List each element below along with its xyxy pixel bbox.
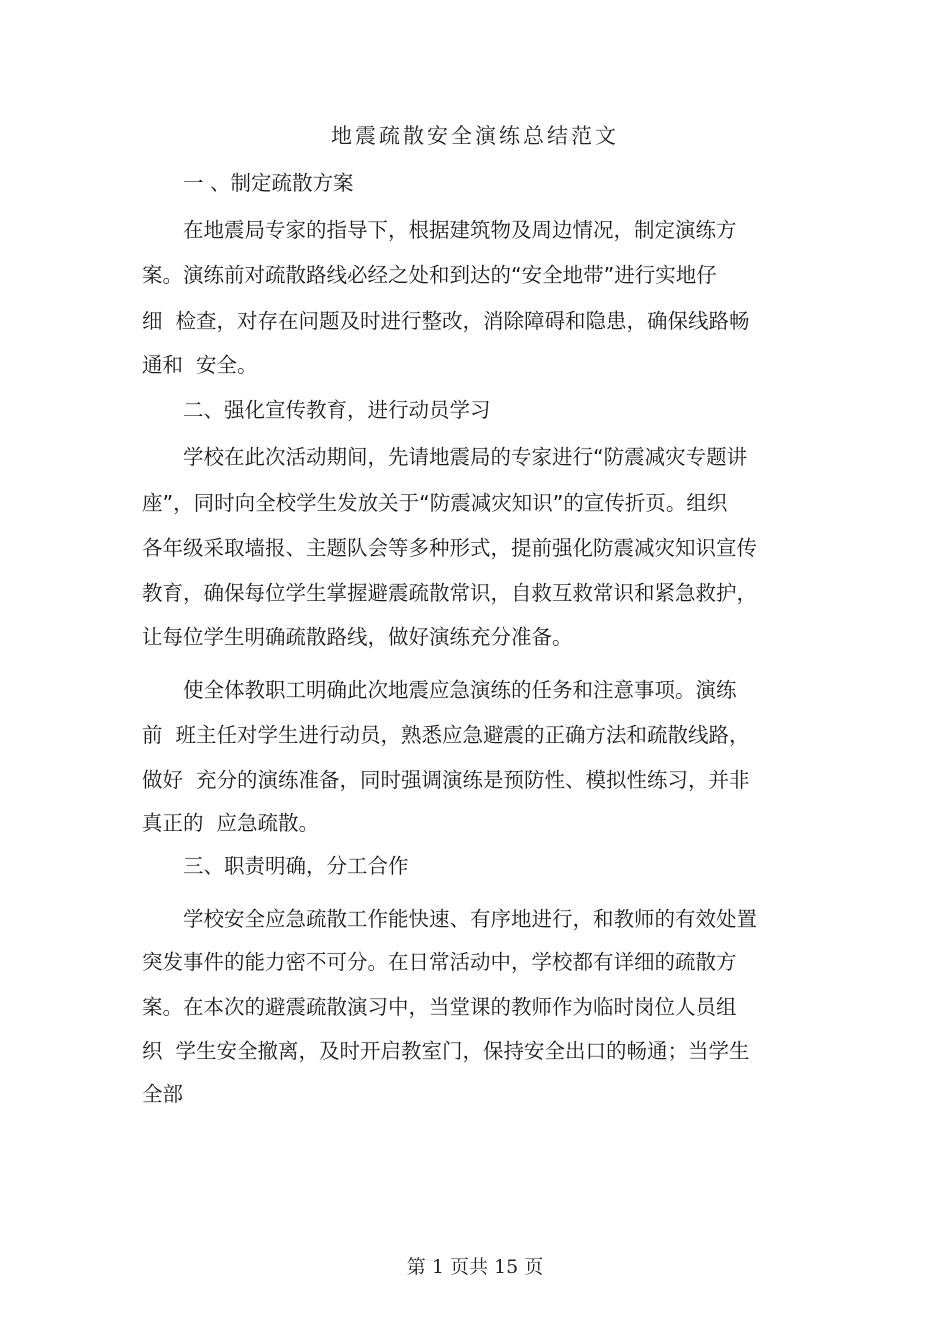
paragraph-line: 真正的 应急疏散。: [142, 811, 320, 835]
document-title: 地震疏散安全演练总结范文: [331, 124, 619, 148]
paragraph-line: 案。在本次的避震疏散演习中，当堂课的教师作为临时岗位人员组: [142, 995, 737, 1019]
paragraph-line: 各年级采取墙报、主题队会等多种形式，提前强化防震减灾知识宣传: [142, 536, 757, 560]
paragraph-line: 在地震局专家的指导下，根据建筑物及周边情况，制定演练方: [142, 218, 737, 242]
paragraph-line: 突发事件的能力密不可分。在日常活动中，学校都有详细的疏散方: [142, 950, 737, 974]
section-heading: 一 、制定疏散方案: [142, 171, 354, 195]
paragraph-line: 学校安全应急疏散工作能快速、有序地进行，和教师的有效处置: [142, 907, 757, 931]
paragraph-line: 使全体教职工明确此次地震应急演练的任务和注意事项。演练: [142, 678, 737, 702]
paragraph-line: 细 检查，对存在问题及时进行整改，消除障碍和隐患，确保线路畅: [142, 309, 750, 333]
paragraph-line: 让每位学生明确疏散路线，做好演练充分准备。: [142, 625, 573, 649]
paragraph-line: 前 班主任对学生进行动员，熟悉应急避震的正确方法和疏散线路，: [142, 723, 750, 747]
section-heading: 三、职责明确，分工合作: [142, 854, 409, 878]
paragraph-line: 全部: [142, 1082, 183, 1106]
paragraph-line: 做好 充分的演练准备，同时强调演练是预防性、模拟性练习，并非: [142, 768, 750, 792]
section-heading: 二、强化宣传教育，进行动员学习: [142, 398, 491, 422]
paragraph-line: 案。演练前对疏散路线必经之处和到达的“安全地带”进行实地仔: [142, 263, 717, 287]
paragraph-line: 教育，确保每位学生掌握避震疏散常识，自救互救常识和紧急救护，: [142, 581, 757, 605]
paragraph-line: 织 学生安全撤离，及时开启教室门，保持安全出口的畅通；当学生: [142, 1039, 750, 1063]
page-number-footer: 第 1 页共 15 页: [406, 1256, 544, 1278]
paragraph-line: 通和 安全。: [142, 353, 258, 377]
paragraph-line: 学校在此次活动期间，先请地震局的专家进行“防震减灾专题讲: [142, 445, 748, 469]
paragraph-line: 座”，同时向全校学生发放关于“防震减灾知识”的宣传折页。组织: [142, 491, 728, 515]
